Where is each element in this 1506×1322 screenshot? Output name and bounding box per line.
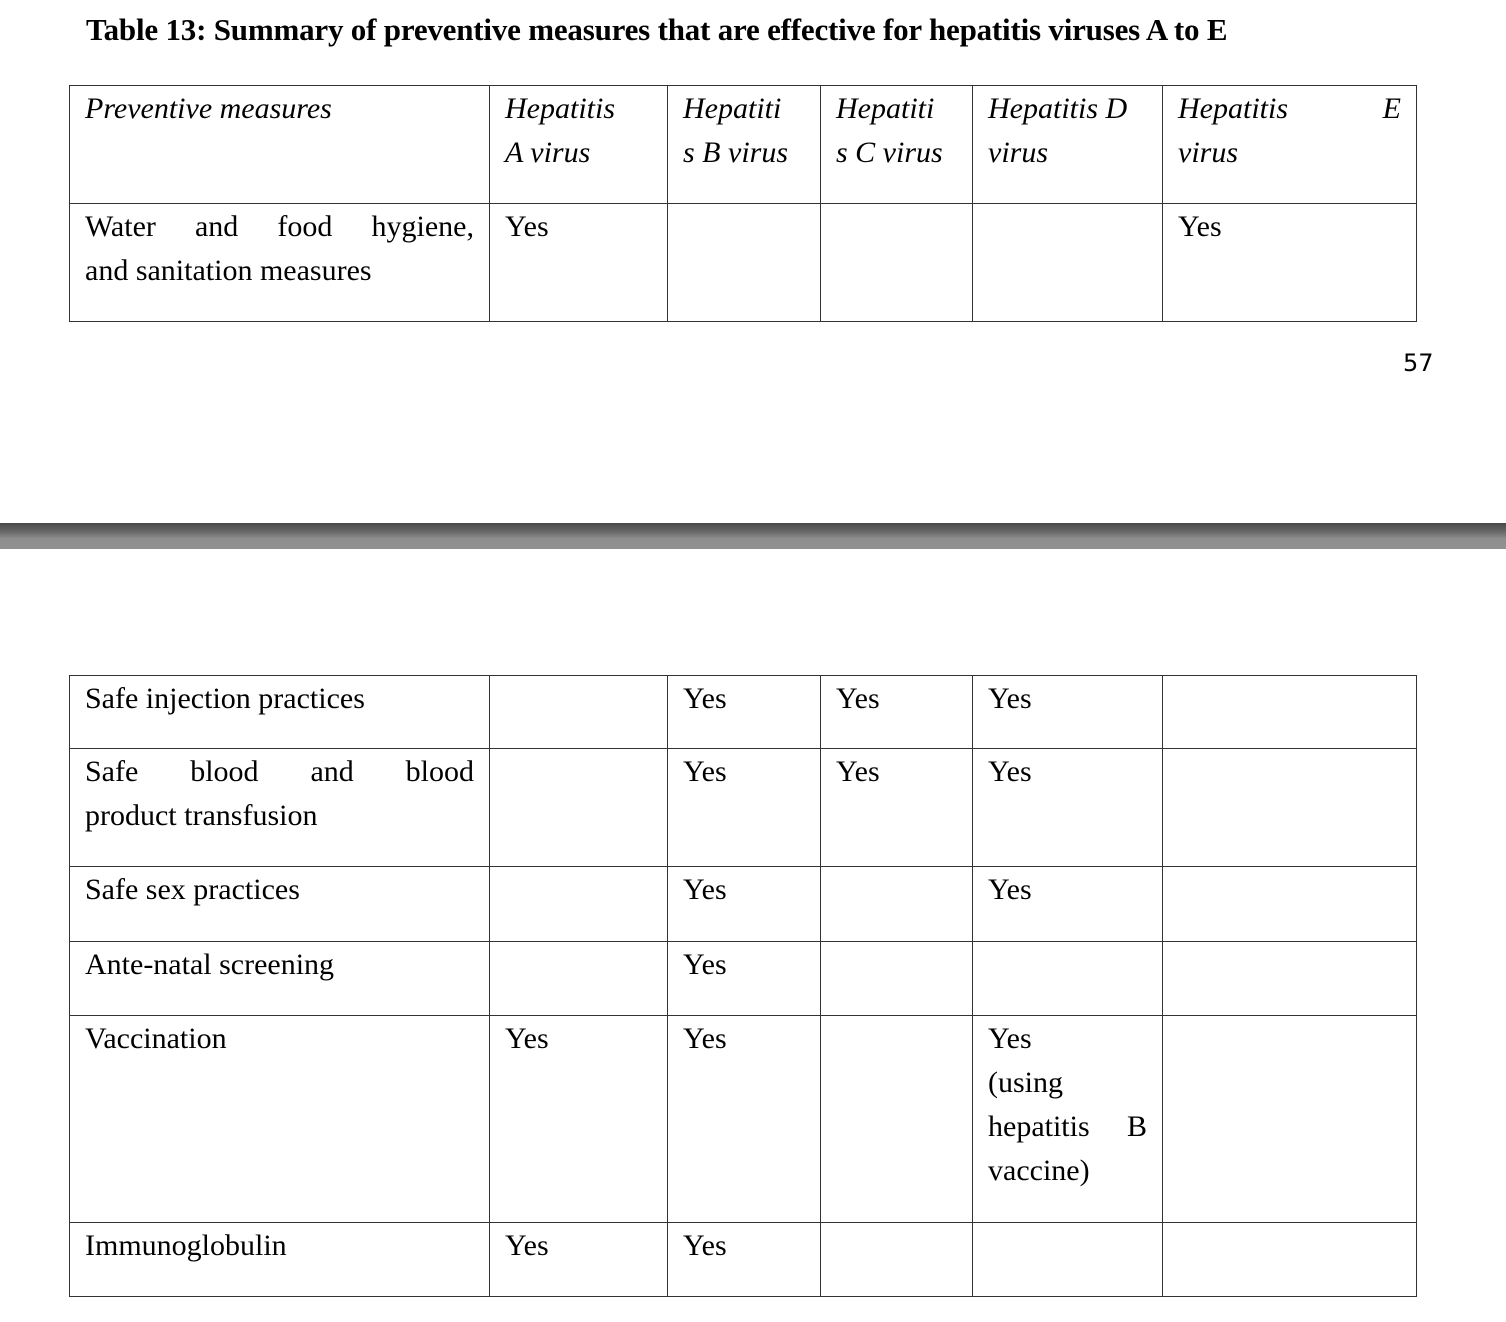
cell-hepatitis-c	[821, 942, 973, 1016]
table-header-row	[70, 86, 1417, 204]
cell-hepatitis-e	[1163, 1016, 1417, 1223]
cell-measure: Ante-natal screening	[70, 942, 490, 1016]
cell-hepatitis-c: Yes	[821, 749, 973, 867]
cell-measure: Safe injection practices	[70, 676, 490, 749]
cell-hepatitis-c	[821, 867, 973, 942]
page-divider	[0, 523, 1506, 549]
cell-hepatitis-b: Yes	[668, 942, 821, 1016]
cell-hepatitis-c	[821, 204, 973, 322]
cell-hepatitis-d	[973, 1223, 1163, 1297]
cell-hepatitis-e: Yes	[1163, 204, 1417, 322]
cell-hepatitis-a: Yes	[490, 1016, 668, 1223]
page-number: 57	[1403, 349, 1434, 377]
cell-hepatitis-c	[821, 1223, 973, 1297]
table-page-1	[69, 85, 1417, 322]
cell-hepatitis-a: Yes	[490, 1223, 668, 1297]
cell-hepatitis-a	[490, 942, 668, 1016]
cell-hepatitis-c	[821, 1016, 973, 1223]
cell-hepatitis-d	[973, 204, 1163, 322]
table-row	[70, 1223, 1417, 1297]
header-hepatitis-c: Hepatiti s C virus	[821, 86, 973, 204]
cell-measure: Safe sex practices	[70, 867, 490, 942]
cell-measure: Vaccination	[70, 1016, 490, 1223]
cell-hepatitis-d: Yes	[973, 749, 1163, 867]
cell-hepatitis-d: Yes	[973, 676, 1163, 749]
cell-hepatitis-c: Yes	[821, 676, 973, 749]
cell-hepatitis-e	[1163, 942, 1417, 1016]
header-preventive-measures: Preventive measures	[70, 86, 490, 204]
table-row	[70, 676, 1417, 749]
table-row	[70, 204, 1417, 322]
cell-hepatitis-a	[490, 749, 668, 867]
cell-hepatitis-b: Yes	[668, 1016, 821, 1223]
cell-hepatitis-b: Yes	[668, 1223, 821, 1297]
header-hepatitis-e: Hepatitis E virus	[1163, 86, 1417, 204]
cell-hepatitis-b: Yes	[668, 749, 821, 867]
cell-hepatitis-a: Yes	[490, 204, 668, 322]
cell-hepatitis-a	[490, 867, 668, 942]
cell-hepatitis-d: Yes (using hepatitis B vaccine)	[973, 1016, 1163, 1223]
table-page-2	[69, 675, 1417, 1297]
cell-hepatitis-d	[973, 942, 1163, 1016]
cell-hepatitis-b: Yes	[668, 676, 821, 749]
table-row	[70, 1016, 1417, 1223]
table-title: Table 13: Summary of preventive measures that are effective for hepatitis viruses A to E	[86, 12, 1228, 47]
cell-hepatitis-b: Yes	[668, 867, 821, 942]
cell-hepatitis-e	[1163, 749, 1417, 867]
header-hepatitis-b: Hepatiti s B virus	[668, 86, 821, 204]
header-hepatitis-d: Hepatitis D virus	[973, 86, 1163, 204]
table-row	[70, 942, 1417, 1016]
cell-measure: Immunoglobulin	[70, 1223, 490, 1297]
cell-hepatitis-e	[1163, 1223, 1417, 1297]
cell-measure: Water and food hygiene, and sanitation measures	[70, 204, 490, 322]
cell-hepatitis-b	[668, 204, 821, 322]
cell-hepatitis-e	[1163, 867, 1417, 942]
cell-measure: Safe blood and blood product transfusion	[70, 749, 490, 867]
table-row	[70, 749, 1417, 867]
cell-hepatitis-d: Yes	[973, 867, 1163, 942]
table-row	[70, 867, 1417, 942]
cell-hepatitis-e	[1163, 676, 1417, 749]
header-hepatitis-a: Hepatitis A virus	[490, 86, 668, 204]
cell-hepatitis-a	[490, 676, 668, 749]
